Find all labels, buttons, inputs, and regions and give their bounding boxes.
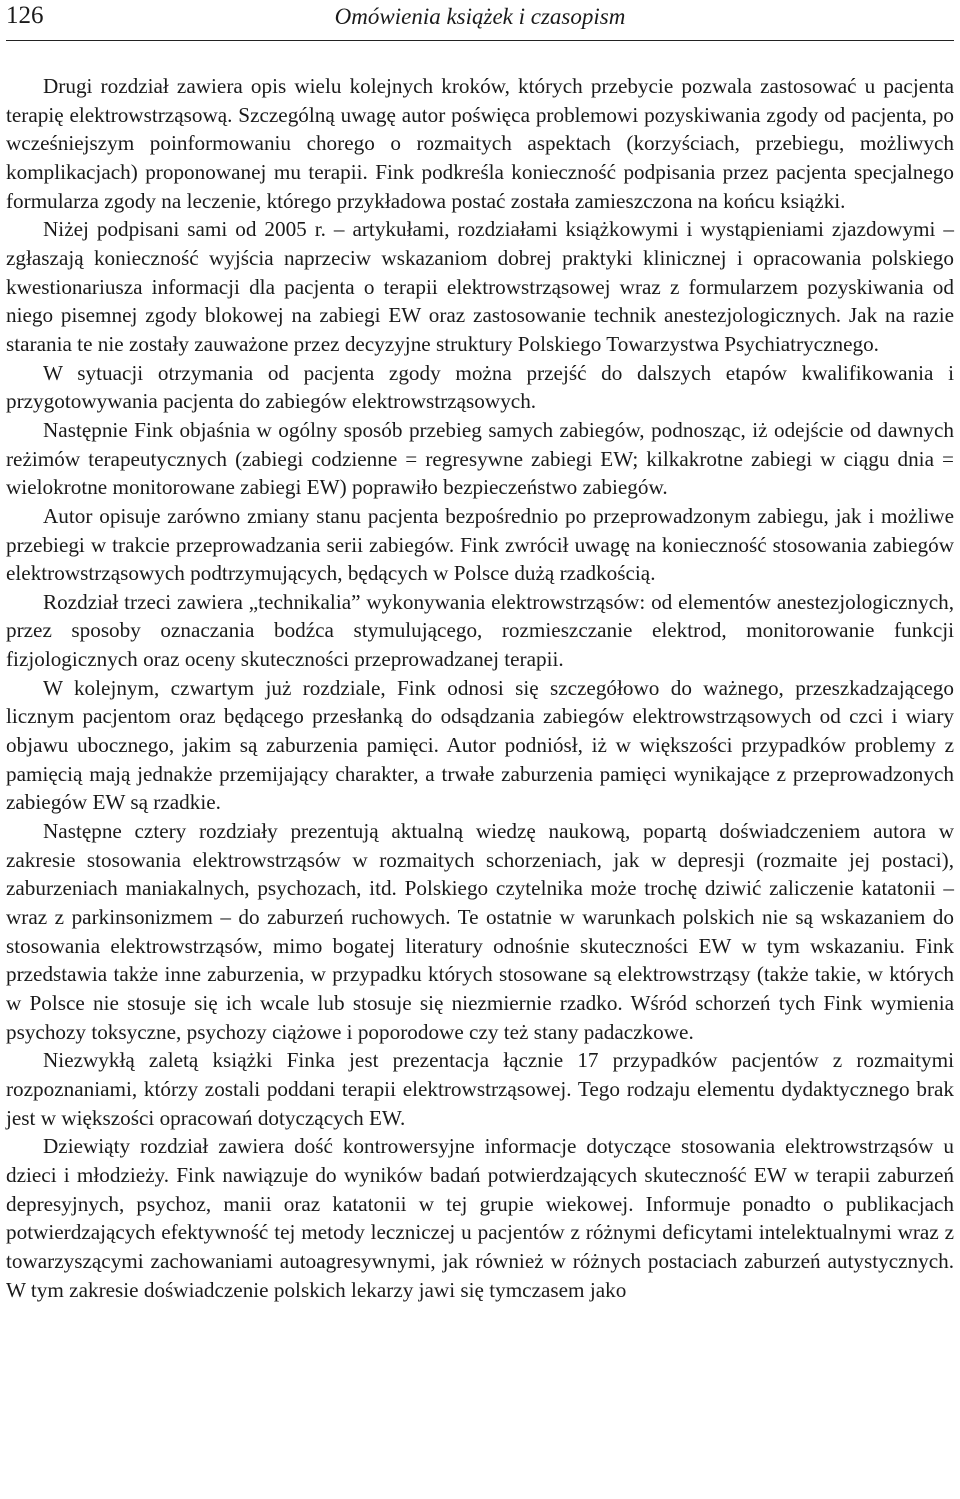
paragraph: Następnie Fink objaśnia w ogólny sposób przebieg samych zabiegów, podnosząc, iż odejście od dawnych reżimów terapeutycznych (zabiegi codzienne = regresywne zabiegi EW; kilkakrotne zabiegi w ciągu dnia = wielokrotne monitorowane zabiegi EW) poprawiło bezpieczeństwo zabiegów.: [6, 417, 954, 500]
article-body: [6, 72, 954, 1304]
paragraph: Rozdział trzeci zawiera „technikalia” wykonywania elektrowstrząsów: od elementów anestezjologicznych, przez sposoby oznaczania bodźca stymulującego, rozmieszczanie elektrod, monitorowanie funkcji fizjologicznych oraz oceny skuteczności przeprowadzanej terapii.: [6, 589, 954, 672]
paragraph: Drugi rozdział zawiera opis wielu kolejnych kroków, których przebycie pozwala zastosować u pacjenta terapię elektrowstrząsową. Szczególną uwagę autor poświęca problemowi pozyskiwania zgody od pacjenta, po wcześniejszym poinformowaniu chorego o rozmaitych aspektach (korzyściach, przebiegu, możliwych komplikacjach) proponowanej mu terapii. Fink podkreśla konieczność podpisania przez pacjenta specjalnego formularza zgody na leczenie, którego przykładowa postać została zamieszczona na końcu książki.: [6, 74, 954, 213]
page-number: 126: [6, 2, 44, 29]
paragraph: Niezwykłą zaletą książki Finka jest prezentacja łącznie 17 przypadków pacjentów z rozmaitymi rozpoznaniami, którzy zostali poddani terapii elektrowstrząsowej. Tego rodzaju elementu dydaktycznego brak jest w większości opracowań dotyczących EW.: [6, 1048, 954, 1130]
paragraph: Autor opisuje zarówno zmiany stanu pacjenta bezpośrednio po przeprowadzonym zabiegu, jak i możliwe przebiegi w trakcie przeprowadzania serii zabiegów. Fink zwrócił uwagę na konieczność stosowania zabiegów elektrowstrząsowych podtrzymujących, będących w Polsce dużą rzadkością.: [6, 503, 954, 586]
paragraph: W sytuacji otrzymania od pacjenta zgody można przejść do dalszych etapów kwalifikowania i przygotowywania pacjenta do zabiegów elektrowstrząsowych.: [6, 360, 954, 414]
page-header: [6, 0, 954, 41]
paragraph: Niżej podpisani sami od 2005 r. – artykułami, rozdziałami książkowymi i wystąpieniami zjazdowymi – zgłaszają konieczność wyjścia naprzeciw wskazaniom dobrej praktyki klinicznej i opracowania polskiego kwestionariusza informacji dla pacjenta o terapii elektrowstrząsowej wraz z formularzem pozyskiwania od niego pisemnej zgody blokowej na zabiegi EW oraz zastosowanie technik anestezjologicznych. Jak na razie starania te nie zostały zauważone przez decyzyjne struktury Polskiego Towarzystwa Psychiatrycznego.: [6, 217, 954, 356]
running-title: Omówienia książek i czasopism: [334, 4, 626, 29]
paragraph: Następne cztery rozdziały prezentują aktualną wiedzę naukową, popartą doświadczeniem autora w zakresie stosowania elektrowstrząsów w rozmaitych schorzeniach, jak w depresji (rozmaite jej postaci), zaburzeniach maniakalnych, psychozach, itd. Polskiego czytelnika może trochę dziwić zaliczenie katatonii – wraz z parkinsonizmem – do zaburzeń ruchowych. Te ostatnie w warunkach polskich nie są wskazaniem do stosowania elektrowstrząsów, mimo bogatej literatury odnośnie skuteczności EW w tym wskazaniu. Fink przedstawia także inne zaburzenia, w przypadku których stosowane są elektrowstrząsy (także takie, w których w Polsce nie stosuje się ich wcale lub stosuje się niezmiernie rzadko. Wśród schorzeń tych Fink wymienia psychozy toksyczne, psychozy ciążowe i poporodowe czy też stany padaczkowe.: [6, 819, 954, 1044]
paragraph: Dziewiąty rozdział zawiera dość kontrowersyjne informacje dotyczące stosowania elektrowstrząsów u dzieci i młodzieży. Fink nawiązuje do wyników badań potwierdzających skuteczność EW w terapii zaburzeń depresyjnych, psychoz, manii oraz katatonii w tej grupie wiekowej. Informuje ponadto o publikacjach potwierdzających efektywność tej metody leczniczej u pacjentów z różnymi deficytami intelektualnymi wraz z towarzyszącymi zachowaniami autoagresywnymi, jak również w różnych postaciach zaburzeń autystycznych. W tym zakresie doświadczenie polskich lekarzy jawi się tymczasem jako: [6, 1134, 954, 1302]
paragraph: W kolejnym, czwartym już rozdziale, Fink odnosi się szczegółowo do ważnego, przeszkadzającego licznym pacjentom oraz będącego przesłanką do odsądzania zabiegów elektrowstrząsowych od czci i wiary objawu ubocznego, jakim są zaburzenia pamięci. Autor podniósł, iż w większości przypadków problemy z pamięcią mają jednakże przemijający charakter, a trwałe zaburzenia pamięci wynikające z przeprowadzonych zabiegów EW są rzadkie.: [6, 675, 954, 815]
